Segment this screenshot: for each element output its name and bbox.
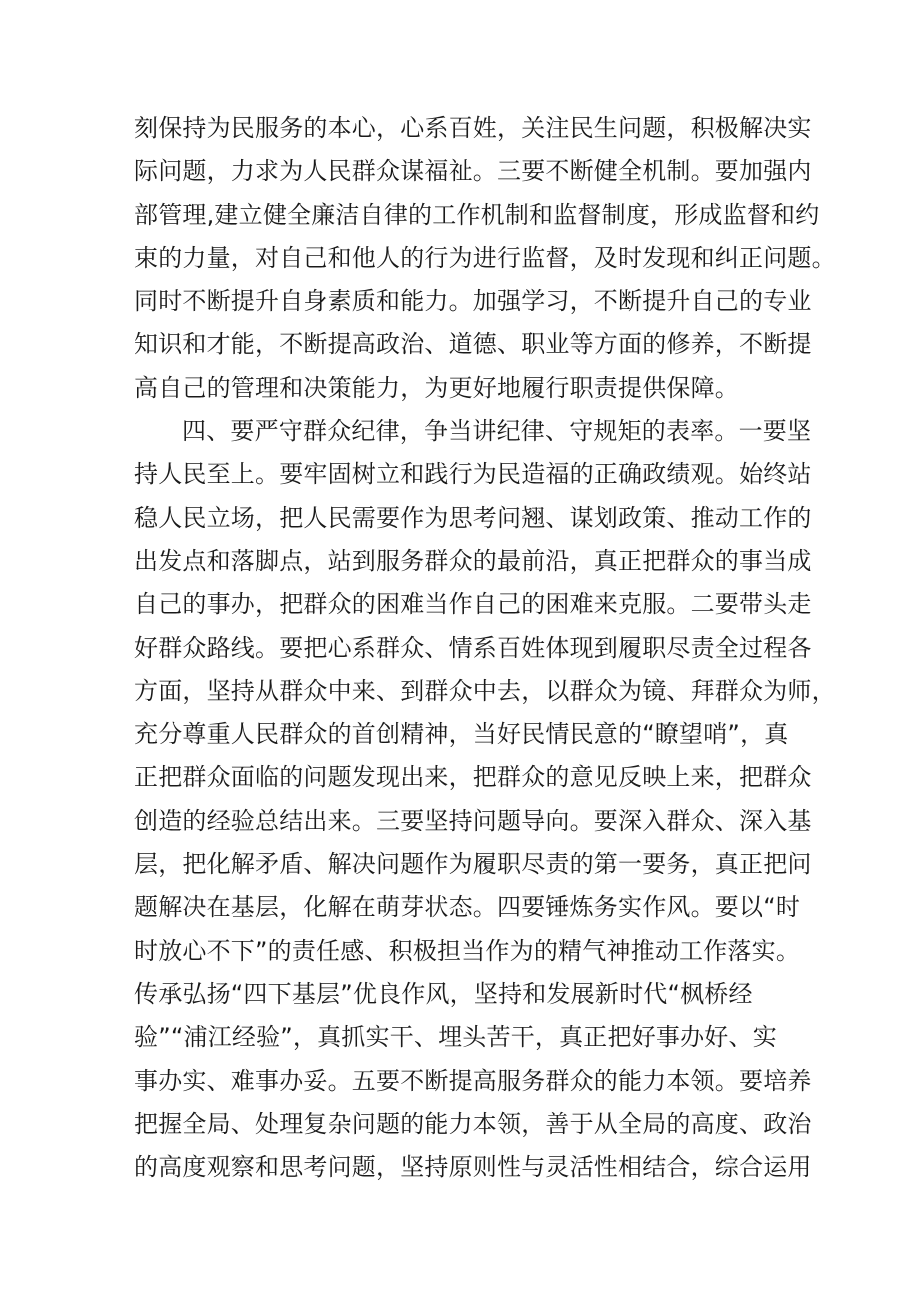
text-line: 事办实、难事办妥。五要不断提高服务群众的能力本领。要培养 bbox=[134, 1066, 812, 1095]
text-line: 出发点和落脚点，站到服务群众的最前沿，真正把群众的事当成 bbox=[134, 546, 812, 575]
text-line: 正把群众面临的问题发现出来，把群众的意见反映上来，把群众 bbox=[134, 763, 812, 792]
text-line: 层，把化解矛盾、解决问题作为履职尽责的第一要务，真正把问 bbox=[134, 850, 812, 879]
text-line: 的高度观察和思考问题，坚持原则性与灵活性相结合，综合运用 bbox=[134, 1153, 812, 1182]
text-line: 同时不断提升自身素质和能力。加强学习，不断提升自己的专业 bbox=[134, 287, 812, 316]
text-line: 题解决在基层，化解在萌芽状态。四要锤炼务实作风。要以“时 bbox=[134, 893, 801, 922]
text-line: 部管理,建立健全廉洁自律的工作机制和监督制度，形成监督和约 bbox=[134, 200, 820, 229]
text-line: 方面，坚持从群众中来、到群众中去，以群众为镜、拜群众为师， bbox=[134, 676, 836, 705]
text-line: 际问题，力求为人民群众谋福祉。三要不断健全机制。要加强内 bbox=[134, 157, 812, 186]
text-line: 刻保持为民服务的本心，心系百姓，关注民生问题，积极解决实 bbox=[134, 114, 812, 142]
text-line: 束的力量，对自己和他人的行为进行监督，及时发现和纠正问题。 bbox=[134, 243, 836, 272]
text-line: 时放心不下”的责任感、积极担当作为的精气神推动工作落实。 bbox=[134, 936, 801, 965]
section-heading-line: 四、要严守群众纪律，争当讲纪律、守规矩的表率。一要坚 bbox=[182, 417, 812, 446]
text-line: 自己的事办，把群众的困难当作自己的困难来克服。二要带头走 bbox=[134, 590, 812, 619]
text-line: 高自己的管理和决策能力，为更好地履行职责提供保障。 bbox=[134, 373, 739, 402]
text-line: 把握全局、处理复杂问题的能力本领，善于从全局的高度、政治 bbox=[134, 1109, 812, 1138]
text-line: 持人民至上。要牢固树立和践行为民造福的正确政绩观。始终站 bbox=[134, 460, 812, 489]
text-line: 稳人民立场，把人民需要作为思考问翘、谋划政策、推动工作的 bbox=[134, 503, 812, 532]
text-line: 传承弘扬“四下基层”优良作风，坚持和发展新时代“枫桥经 bbox=[134, 979, 753, 1008]
text-line: 验”“浦江经验”，真抓实干、埋头苦干，真正把好事办好、实 bbox=[134, 1023, 777, 1052]
body-text bbox=[134, 107, 836, 1189]
text-line: 充分尊重人民群众的首创精神，当好民情民意的“瞭望哨”，真 bbox=[134, 720, 789, 749]
text-line: 创造的经验总结出来。三要坚持问题导向。要深入群众、深入基 bbox=[134, 806, 812, 835]
text-line: 好群众路线。要把心系群众、情系百姓体现到履职尽责全过程各 bbox=[134, 633, 812, 662]
text-line: 知识和才能，不断提高政治、道德、职业等方面的修养，不断提 bbox=[134, 330, 812, 359]
